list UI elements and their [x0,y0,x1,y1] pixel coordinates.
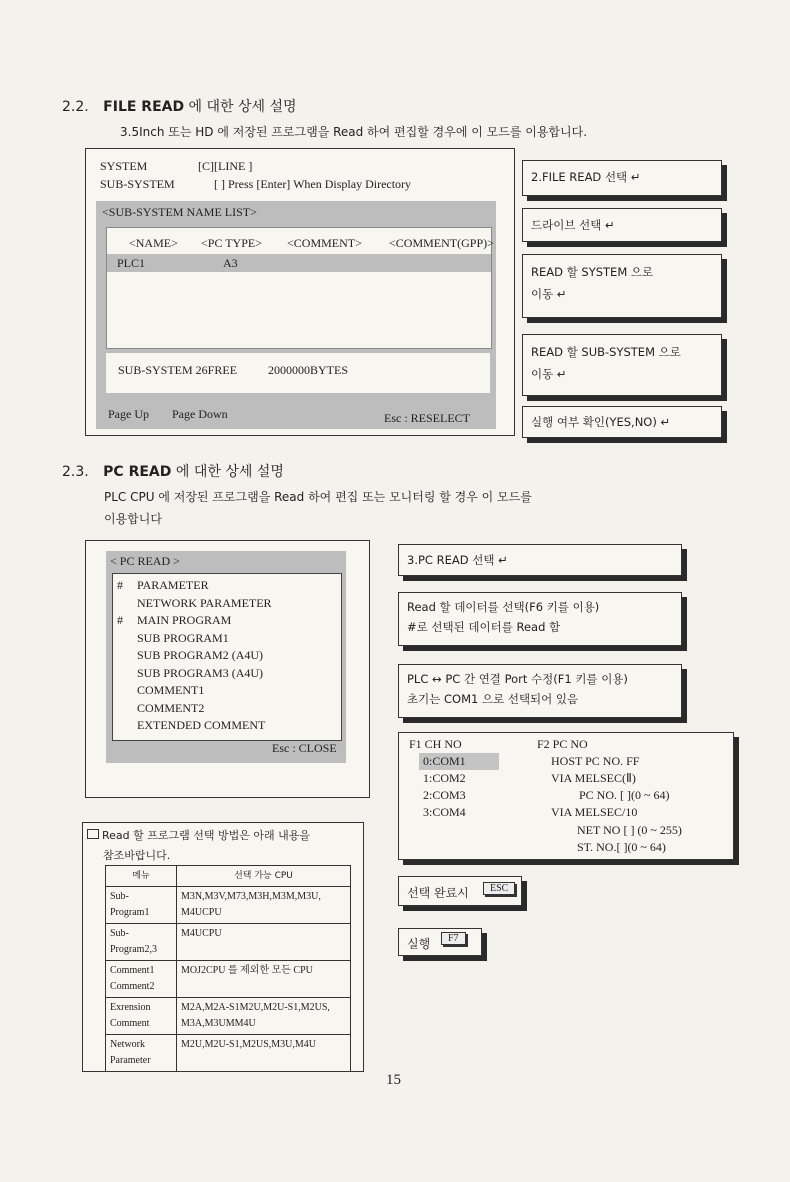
port-option-3[interactable]: 2:COM3 [423,788,466,802]
pc-read-menu-item[interactable] [117,613,231,628]
cpu-table-wrap [105,865,351,1072]
section-title-rest: 에 대한 상세 설명 [171,464,284,480]
menu-cell: Network Parameter [106,1035,177,1072]
cpu-cell: MOJ2CPU 를 제외한 모든 CPU [177,961,351,998]
menu-item-label: NETWORK PARAMETER [137,595,272,610]
pc-read-menu-item[interactable] [117,701,204,716]
row-name: PLC1 [117,256,146,270]
menu-cell: Comment1 Comment2 [106,961,177,998]
selection-mark: # [117,578,123,592]
section-number: 2.3. [62,464,89,480]
page-up[interactable]: Page Up [108,407,149,421]
list-body [106,227,492,349]
free-info-area [106,353,490,393]
section-description: 3.5Inch 또는 HD 에 저장된 프로그램을 Read 하여 편집할 경우에 이 모드를 이용합니다. [120,125,588,139]
menu-cell: Sub- Program1 [106,887,177,924]
file-read-screen [85,148,515,436]
f1-ch-no[interactable]: F1 CH NO [409,737,462,751]
list-row-selected[interactable] [107,254,491,272]
pc-no-field[interactable]: PC NO. [ ](0 ~ 64) [579,788,670,802]
port-selection-box [398,732,734,860]
pc-read-menu-item[interactable] [117,596,272,611]
note-box [82,822,364,1072]
system-label: SYSTEM [100,159,148,173]
via-melsec-2: VIA MELSEC(Ⅱ) [551,771,636,785]
section-title-bold: PC READ [103,464,172,480]
cpu-cell: M4UCPU [177,924,351,961]
selection-mark: # [117,613,123,627]
net-no-field[interactable]: NET NO [ ] (0 ~ 255) [577,823,682,837]
cpu-cell: M2U,M2U-S1,M2US,M3U,M4U [177,1035,351,1072]
table-row [106,998,351,1035]
cpu-table [105,865,351,1072]
menu-item-label: SUB PROGRAM3 (A4U) [137,665,264,680]
menu-item-label: SUB PROGRAM1 [137,630,229,645]
pc-read-menu-item[interactable] [117,718,265,733]
menu-cell: Exrension Comment [106,998,177,1035]
book-icon [87,829,99,839]
table-row [106,924,351,961]
run-box [398,928,482,956]
section-description-line1: PLC CPU 에 저장된 프로그램을 Read 하여 편집 또는 모니터링 할 경우 이 모드를 [104,490,532,504]
st-no-field[interactable]: ST. NO.[ ](0 ~ 64) [577,840,666,854]
pc-read-title: < PC READ > [110,554,180,568]
callout-select-data: Read 할 데이터를 선택(F6 키를 이용) #로 선택된 데이터를 Read 함 [398,592,682,646]
note-line2: 참조바랍니다. [103,849,171,862]
pc-read-menu-item[interactable] [117,666,263,681]
header-cpu: 선택 가능 CPU [177,866,351,887]
pc-read-menu-item[interactable] [117,648,263,663]
menu-item-label: COMMENT1 [137,683,205,697]
note-line1: Read 할 프로그램 선택 방법은 아래 내용을 [87,827,310,843]
port-option-2[interactable]: 1:COM2 [423,771,466,785]
section-title-bold: FILE READ [103,99,185,115]
section-title-rest: 에 대한 상세 설명 [184,99,297,115]
pc-read-menu-list [112,573,342,741]
col-comment: <COMMENT> [287,236,362,250]
menu-item-label: COMMENT2 [137,700,205,715]
via-melsec-10: VIA MELSEC/10 [551,805,638,819]
pc-read-menu-item[interactable] [117,578,209,593]
section-heading-file-read [62,96,297,116]
table-header-row [106,866,351,887]
run-label: 실행 [407,937,431,951]
free-label: SUB-SYSTEM 26FREE [118,363,238,377]
host-pc-no: HOST PC NO. FF [551,754,640,768]
callout-file-read-select: 2.FILE READ 선택 ↵ [522,160,722,196]
port-option-1[interactable]: 0:COM1 [419,753,499,770]
callout-move-system: READ 할 SYSTEM 으로 이동 ↵ [522,254,722,318]
menu-cell: Sub- Program2,3 [106,924,177,961]
system-value[interactable]: [C][LINE ] [198,159,253,173]
esc-reselect[interactable]: Esc : RESELECT [384,411,470,425]
col-name: <NAME> [129,236,178,250]
pc-read-screen [85,540,370,798]
menu-item-label: PARAMETER [137,578,209,592]
col-pc-type: <PC TYPE> [201,236,262,250]
esc-close[interactable]: Esc : CLOSE [272,741,337,755]
f7-key[interactable]: F7 [441,932,466,945]
cpu-cell: M3N,M3V,M73,M3H,M3M,M3U, M4UCPU [177,887,351,924]
list-title: <SUB-SYSTEM NAME LIST> [102,205,257,219]
port-option-4[interactable]: 3:COM4 [423,805,466,819]
subsystem-list-panel [96,201,496,429]
table-row [106,887,351,924]
col-comment-gpp: <COMMENT(GPP)> [389,236,494,250]
select-done-box [398,876,522,906]
menu-item-label: EXTENDED COMMENT [137,718,266,732]
page-down[interactable]: Page Down [172,407,228,421]
pc-read-menu-panel [106,551,346,763]
pc-read-menu-item[interactable] [117,631,229,646]
section-description-line2: 이용합니다 [104,512,162,526]
callout-move-subsystem: READ 할 SUB-SYSTEM 으로 이동 ↵ [522,334,722,396]
cpu-cell: M2A,M2A-S1M2U,M2U-S1,M2US, M3A,M3UMM4U [177,998,351,1035]
pc-read-menu-item[interactable] [117,683,204,698]
callout-confirm-yes-no: 실행 여부 확인(YES,NO) ↵ [522,406,722,438]
menu-item-label: MAIN PROGRAM [137,613,232,627]
row-type: A3 [223,256,238,270]
callout-drive-select: 드라이브 선택 ↵ [522,208,722,242]
callout-port-setting: PLC ↔ PC 간 연결 Port 수정(F1 키를 이용) 초기는 COM1 으로 선택되어 있음 [398,664,682,718]
subsystem-value[interactable]: [ ] Press [Enter] When Display Directory [214,177,412,191]
section-heading-pc-read [62,461,284,481]
table-row [106,961,351,998]
callout-pc-read-select: 3.PC READ 선택 ↵ [398,544,682,576]
free-bytes: 2000000BYTES [268,363,349,377]
subsystem-label: SUB-SYSTEM [100,177,175,191]
table-row [106,1035,351,1072]
section-number: 2.2. [62,99,89,115]
header-menu: 메뉴 [106,866,177,887]
esc-key[interactable]: ESC [483,882,515,895]
f2-pc-no[interactable]: F2 PC NO [537,737,588,751]
port-list [419,753,499,821]
select-done-label: 선택 완료시 [407,886,469,900]
page-number: 15 [386,1072,401,1088]
menu-item-label: SUB PROGRAM2 (A4U) [137,648,264,662]
